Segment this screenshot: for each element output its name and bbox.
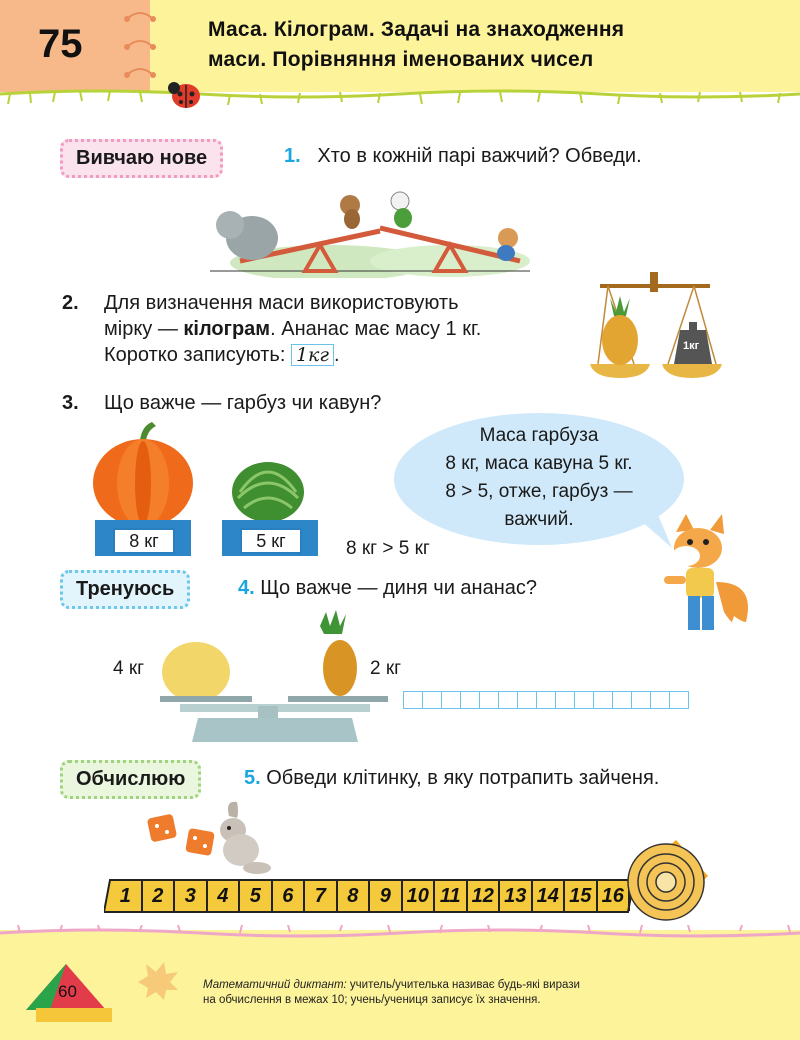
footer-note-label: Математичний диктант: xyxy=(203,979,347,991)
section-tag-calculate: Обчислюю xyxy=(60,760,201,799)
ruler-cell[interactable]: 13 xyxy=(500,881,533,911)
answer-grid-cell[interactable] xyxy=(460,691,480,709)
answer-grid-cell[interactable] xyxy=(593,691,613,709)
answer-grid-cell[interactable] xyxy=(441,691,461,709)
bubble-line-2: 8 кг, маса кавуна 5 кг. xyxy=(445,453,633,474)
task-4-text: Що важче — диня чи ананас? xyxy=(260,577,538,599)
task-2-line-2 xyxy=(104,316,481,342)
footer-note xyxy=(203,978,683,1008)
pan-balance-melon-pineapple xyxy=(160,608,390,744)
task-5-number: 5. xyxy=(244,767,261,789)
section-tag-learn-new: Вивчаю нове xyxy=(60,139,223,178)
ladybug-icon xyxy=(166,78,206,112)
task-1-text: Хто в кожній парі важчий? Обведи. xyxy=(317,145,642,167)
melon-mass-label: 4 кг xyxy=(113,658,145,679)
ruler-cell[interactable]: 15 xyxy=(565,881,598,911)
lesson-number: 75 xyxy=(38,22,83,66)
answer-grid-cell[interactable] xyxy=(612,691,632,709)
answer-grid-cell[interactable] xyxy=(650,691,670,709)
ruler-cell[interactable]: 9 xyxy=(370,881,403,911)
ruler-cell[interactable]: 1 xyxy=(110,881,143,911)
bubble-line-4: важчий. xyxy=(504,509,574,530)
answer-grid-cell[interactable] xyxy=(403,691,423,709)
section-tag-practice: Тренуюсь xyxy=(60,570,190,609)
task-2-number: 2. xyxy=(62,292,79,314)
task-2-line-1: Для визначення маси використовують xyxy=(104,292,459,314)
footer-note-rest: учитель/учителька називає будь-які вирази xyxy=(346,979,580,991)
task-4-number: 4. xyxy=(238,577,255,599)
ruler-cell[interactable]: 3 xyxy=(175,881,208,911)
leaf-icon xyxy=(134,960,180,1000)
answer-grid-cell[interactable] xyxy=(517,691,537,709)
page-title-line-2: маси. Порівняння іменованих чисел xyxy=(208,48,594,71)
answer-grid[interactable] xyxy=(404,691,689,711)
page-title-line-1: Маса. Кілограм. Задачі на знаходження xyxy=(208,18,625,41)
pumpkin-icon xyxy=(88,418,198,530)
ruler-cell[interactable]: 6 xyxy=(273,881,306,911)
bubble-line-1: Маса гарбуза xyxy=(479,425,599,446)
tape-roll-icon xyxy=(620,836,716,926)
answer-grid-cell[interactable] xyxy=(631,691,651,709)
footer-grass-border xyxy=(0,925,800,943)
footer-note-line-2: на обчислення в межах 10; учень/учениця записує їх значення. xyxy=(203,994,541,1006)
pineapple-mass-label: 2 кг xyxy=(370,658,402,679)
answer-grid-cell[interactable] xyxy=(555,691,575,709)
seesaw-illustration xyxy=(210,183,530,278)
bunny-with-dice-illustration xyxy=(145,800,285,880)
comparison-result: 8 кг > 5 кг xyxy=(346,538,430,559)
ruler-cell[interactable]: 8 xyxy=(338,881,371,911)
page-number: 60 xyxy=(58,982,77,1001)
ruler-cell[interactable]: 5 xyxy=(240,881,273,911)
bubble-line-3: 8 > 5, отже, гарбуз — xyxy=(445,481,633,502)
task-1 xyxy=(284,143,642,169)
pumpkin-mass-label: 8 кг xyxy=(113,528,175,554)
task-2-line-2-pre: мірку — xyxy=(104,318,184,340)
ruler-cell[interactable]: 14 xyxy=(533,881,566,911)
watermelon-icon xyxy=(230,458,306,524)
task-2-line-3 xyxy=(104,342,340,368)
ruler-cell[interactable]: 4 xyxy=(208,881,241,911)
answer-grid-cell[interactable] xyxy=(669,691,689,709)
answer-grid-cell[interactable] xyxy=(479,691,499,709)
ruler-cell[interactable]: 16 xyxy=(598,881,631,911)
task-2-line-3-text: Коротко записують: xyxy=(104,344,286,366)
goat-icon xyxy=(391,192,409,210)
task-5-text: Обведи клітинку, в яку потрапить зайченя. xyxy=(266,767,660,789)
ruler-cell[interactable]: 11 xyxy=(435,881,468,911)
ruler-cell[interactable]: 12 xyxy=(468,881,501,911)
answer-grid-cell[interactable] xyxy=(536,691,556,709)
weight-1kg-label: 1кг xyxy=(683,340,700,352)
bead-decoration xyxy=(110,6,170,86)
ruler-cell[interactable]: 2 xyxy=(143,881,176,911)
ruler-cell[interactable]: 10 xyxy=(403,881,436,911)
fox-icon xyxy=(656,512,756,644)
task-2-line-2-post: . Ананас має масу 1 кг. xyxy=(270,318,482,340)
task-3-text: Що важче — гарбуз чи кавун? xyxy=(104,392,382,414)
dog-icon xyxy=(498,228,518,248)
answer-grid-cell[interactable] xyxy=(574,691,594,709)
task-3-number: 3. xyxy=(62,392,79,414)
term-kilogram: кілограм xyxy=(183,318,271,340)
handwritten-notation: 1кг xyxy=(291,344,334,366)
task-4 xyxy=(238,575,537,601)
task-5 xyxy=(244,765,659,791)
task-1-number: 1. xyxy=(284,145,301,167)
answer-grid-cell[interactable] xyxy=(498,691,518,709)
header-grass-border xyxy=(0,88,800,106)
answer-grid-cell[interactable] xyxy=(422,691,442,709)
task-2-line-3-end: . xyxy=(334,344,340,366)
watermelon-mass-label: 5 кг xyxy=(240,528,302,554)
balance-scale-pineapple xyxy=(588,268,723,383)
ruler-cell[interactable]: 7 xyxy=(305,881,338,911)
